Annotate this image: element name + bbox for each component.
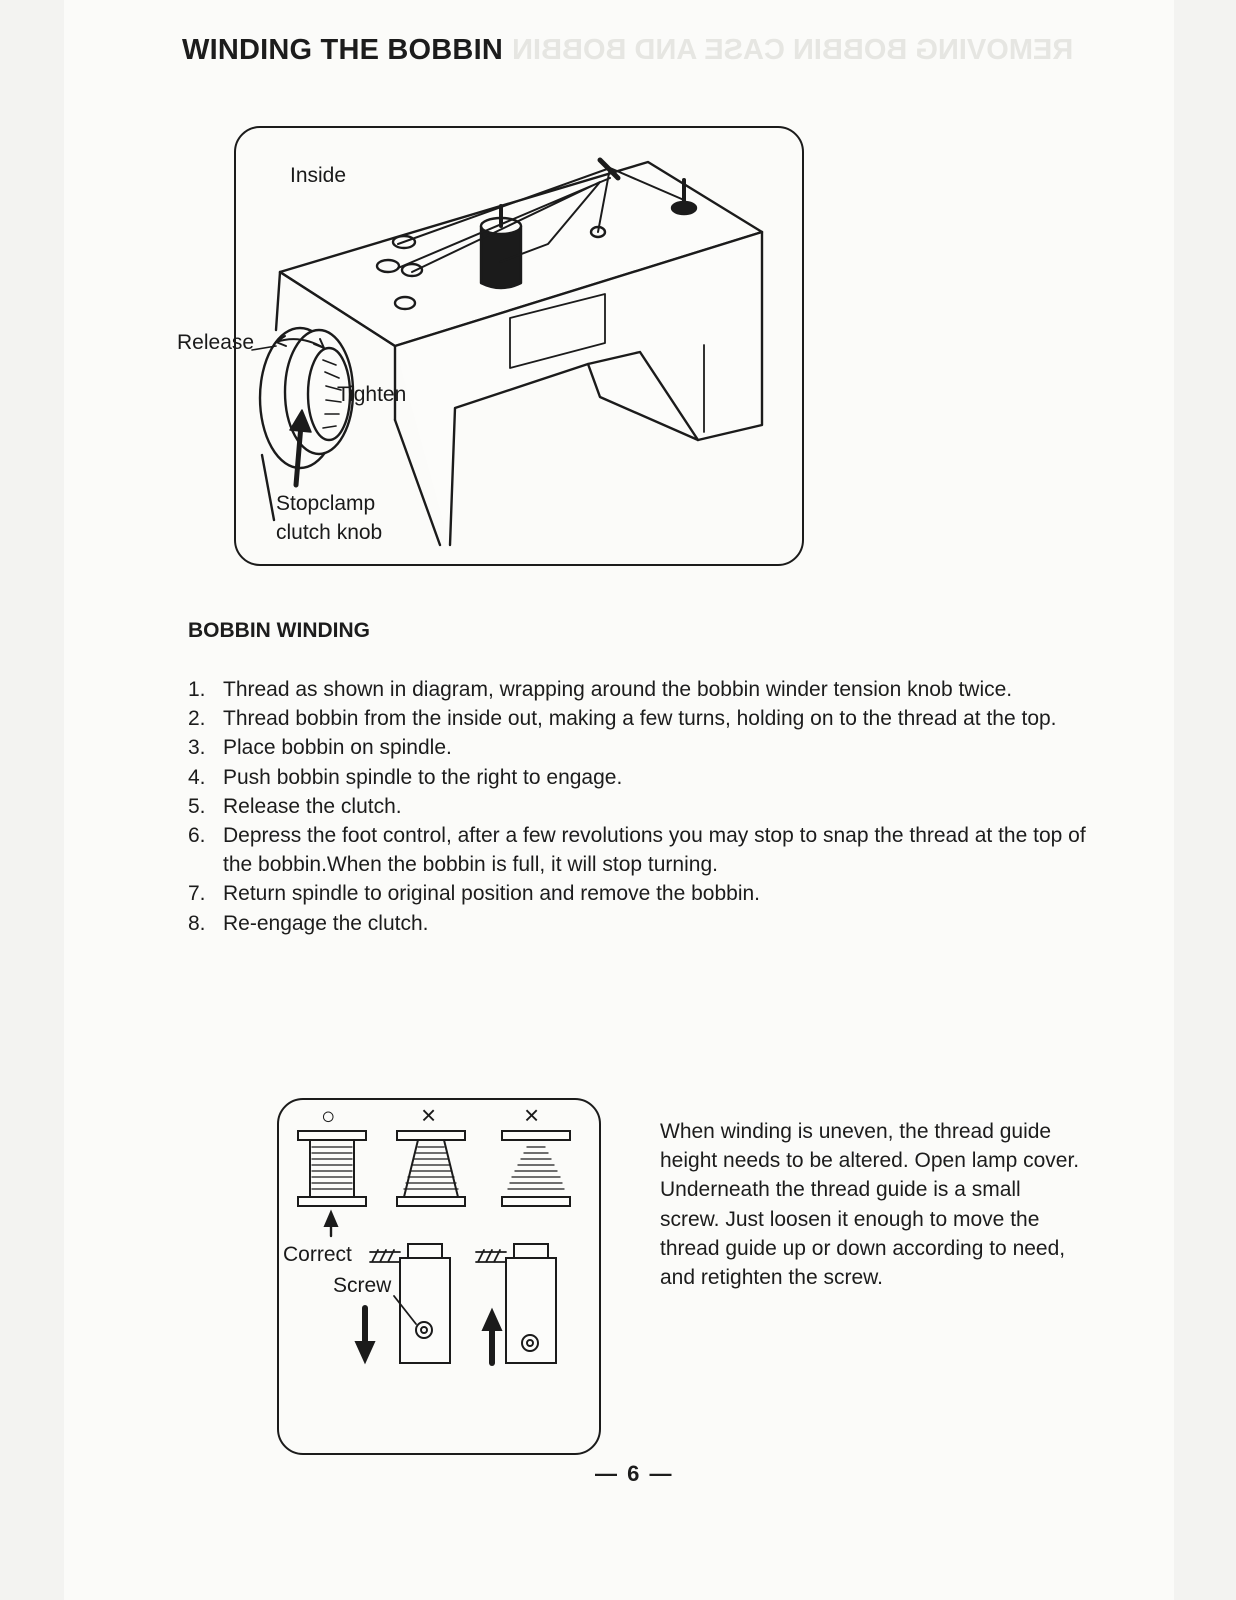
symbol-wrong-2: ×: [524, 1100, 540, 1130]
label-release: Release: [177, 331, 255, 354]
label-correct: Correct: [283, 1243, 352, 1266]
page-title: WINDING THE BOBBIN: [182, 34, 503, 66]
symbol-correct: ○: [321, 1103, 336, 1130]
step-number: 6.: [188, 824, 206, 848]
label-tighten: Tighten: [337, 383, 407, 406]
symbol-wrong-1: ×: [421, 1100, 437, 1130]
step-number: 8.: [188, 911, 206, 935]
step-text: Re-engage the clutch.: [223, 911, 429, 935]
step-text: Thread bobbin from the inside out, making a few turns, holding on to the thread at the top.: [223, 707, 1057, 731]
step-number: 3.: [188, 736, 206, 760]
step-number: 5.: [188, 794, 206, 818]
step-text: Thread as shown in diagram, wrapping around the bobbin winder tension knob twice.: [223, 678, 1013, 701]
label-inside: Inside: [290, 164, 347, 187]
step-number: 4.: [188, 765, 206, 789]
label-screw: Screw: [333, 1274, 392, 1297]
uneven-winding-note: When winding is uneven, the thread guide height needs to be altered. Open lamp cover. Underneath the thread guide is a small screw. Just loosen it enough to move the thread guide up or down according to need, and retighten the screw.: [660, 1120, 1080, 1290]
section-heading: BOBBIN WINDING: [188, 619, 370, 642]
label-stopclamp: Stopclamp: [276, 492, 376, 515]
step-text: Place bobbin on spindle.: [223, 736, 452, 760]
step-number: 7.: [188, 882, 206, 906]
page-number: — 6 —: [595, 1461, 674, 1486]
step-text: Push bobbin spindle to the right to engage.: [223, 765, 623, 789]
step-number: 1.: [188, 678, 206, 701]
step-number: 2.: [188, 707, 206, 731]
step-text: Return spindle to original position and remove the bobbin.: [223, 882, 761, 906]
step-text: Release the clutch.: [223, 794, 402, 818]
label-clutch-knob: clutch knob: [276, 521, 383, 544]
bleed-through-title: REMOVING BOBBIN CASE AND BOBBIN: [512, 34, 1074, 66]
step-text: Depress the foot control, after a few revolutions you may stop to snap the thread at the top of the bobbin.When the bobbin is full, it will stop turning.: [223, 824, 1086, 877]
